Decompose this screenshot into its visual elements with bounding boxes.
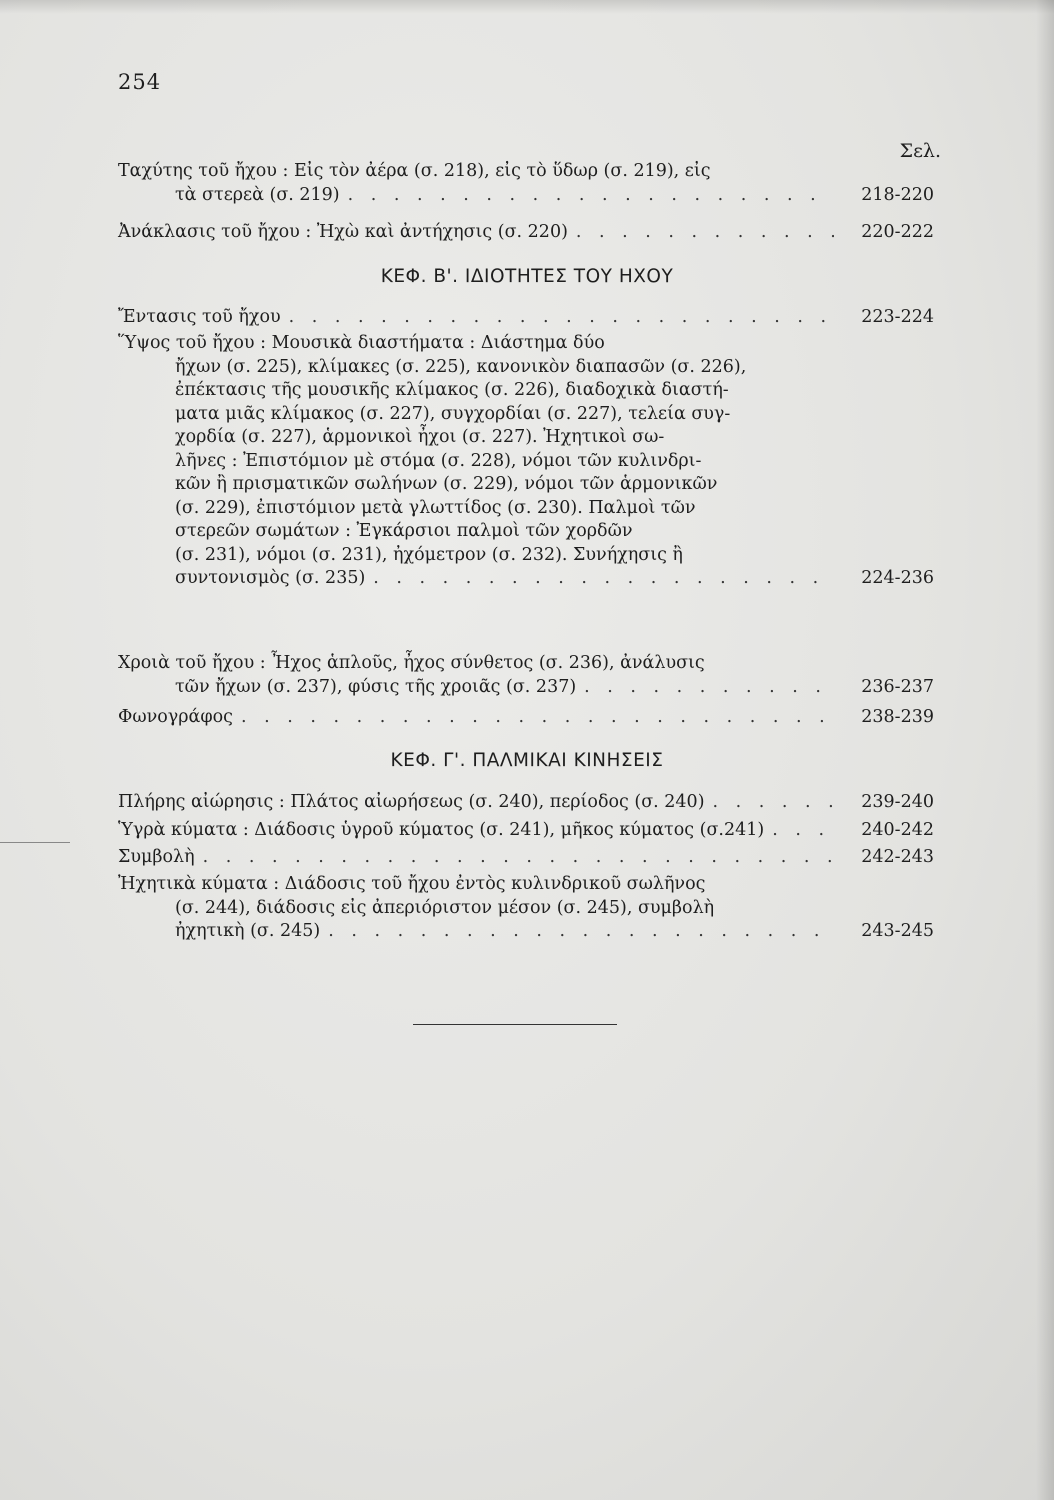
toc-page-range: 220-222: [861, 222, 934, 242]
leader-dots: [576, 221, 834, 245]
toc-entry-line: [118, 497, 934, 521]
chapter-b-heading: ΚΕΦ. Β'. ΙΔΙΟΤΗΤΕΣ ΤΟΥ ΗΧΟΥ: [380, 266, 674, 287]
toc-entry-line: [118, 819, 934, 843]
toc-entry-line: [118, 473, 934, 497]
toc-entry-line: [118, 706, 934, 730]
leader-dots: [373, 567, 834, 591]
page-column-header: Σελ.: [899, 140, 941, 162]
toc-entry-full-oscillation: [118, 791, 934, 815]
toc-entry-text: (σ. 229), ἐπιστόμιον μετὰ γλωττίδος (σ. 230). Παλμοὶ τῶν: [175, 497, 696, 518]
scan-edge-mark: [0, 842, 70, 843]
leader-dots: [328, 920, 834, 944]
toc-entry-line: [118, 873, 934, 897]
toc-entry-pitch: [118, 332, 934, 591]
toc-page-range: 242-243: [861, 847, 934, 867]
leader-dots: [289, 306, 834, 330]
toc-entry-line: [118, 450, 934, 474]
toc-entry-text: Ἔντασις τοῦ ἤχου: [118, 307, 281, 327]
toc-entry-text: Ἀνάκλασις τοῦ ἤχου : Ἠχὼ καὶ ἀντήχησις (σ. 220): [118, 222, 568, 242]
toc-entry-line: [118, 379, 934, 403]
toc-entry-timbre: [118, 652, 934, 699]
toc-entry-text: λῆνες : Ἐπιστόμιον μὲ στόμα (σ. 228), νόμοι τῶν κυλινδρι-: [175, 450, 702, 471]
toc-entry-text: (σ. 231), νόμοι (σ. 231), ἠχόμετρον (σ. 232). Συνήχησις ἢ: [175, 544, 683, 565]
toc-entry-text: τῶν ἤχων (σ. 237), φύσις τῆς χροιᾶς (σ. 237): [175, 676, 577, 697]
toc-entry-line: [118, 846, 934, 870]
toc-entry-intensity: [118, 306, 934, 330]
scan-shadow-top: [0, 0, 1054, 14]
toc-page-range: 224-236: [861, 568, 934, 588]
toc-page-range: 238-239: [861, 707, 934, 727]
toc-entry-text: στερεῶν σωμάτων : Ἐγκάρσιοι παλμοὶ τῶν χορδῶν: [175, 521, 633, 541]
toc-entry-text: Ἠχητικὰ κύματα : Διάδοσις τοῦ ἤχου ἐντὸς κυλινδρικοῦ σωλῆνος: [118, 874, 706, 894]
toc-entry-line: [118, 403, 934, 427]
toc-entry-line: [118, 221, 934, 245]
chapter-c-heading: ΚΕΦ. Γ'. ΠΑΛΜΙΚΑΙ ΚΙΝΗΣΕΙΣ: [390, 750, 664, 771]
toc-page-range: 236-237: [861, 676, 934, 697]
toc-entry-line: [118, 544, 934, 568]
toc-entry-interference: [118, 846, 934, 870]
toc-entry-liquid-waves: [118, 819, 934, 843]
toc-entry-line: [118, 676, 934, 700]
toc-entry-text: Ταχύτης τοῦ ἤχου : Εἰς τὸν ἀέρα (σ. 218), εἰς τὸ ὕδωρ (σ. 219), εἰς: [118, 161, 711, 181]
leader-dots: [241, 706, 834, 730]
toc-entry-phonograph: [118, 706, 934, 730]
toc-entry-text: χορδία (σ. 227), ἁρμονικοὶ ἦχοι (σ. 227). Ἠχητικοὶ σω-: [175, 427, 665, 447]
leader-dots: [772, 819, 834, 843]
toc-entry-line: [118, 356, 934, 380]
toc-page-range: 239-240: [861, 792, 934, 812]
toc-entry-text: ματα μιᾶς κλίμακος (σ. 227), συγχορδίαι (σ. 227), τελεία συγ-: [175, 403, 731, 424]
toc-entry-line: [118, 332, 934, 356]
toc-entry-line: [118, 520, 934, 544]
toc-entry-line: [118, 184, 934, 208]
toc-entry-text: Πλήρης αἰώρησις : Πλάτος αἰωρήσεως (σ. 240), περίοδος (σ. 240): [118, 792, 705, 812]
toc-entry-text: Συμβολὴ: [118, 847, 195, 867]
page-number: 254: [118, 70, 162, 94]
toc-entry-line: [118, 920, 934, 944]
toc-entry-line: [118, 160, 934, 184]
toc-page-range: 240-242: [861, 820, 934, 840]
toc-entry-text: ἤχων (σ. 225), κλίμακες (σ. 225), κανονικὸν διαπασῶν (σ. 226),: [175, 356, 747, 377]
toc-page-range: 243-245: [861, 921, 934, 941]
toc-entry-line: [118, 426, 934, 450]
toc-entry-sound-speed: [118, 160, 934, 207]
toc-entry-sound-waves: [118, 873, 934, 944]
toc-entry-text: Ὑγρὰ κύματα : Διάδοσις ὑγροῦ κύματος (σ. 241), μῆκος κύματος (σ.241): [118, 820, 765, 840]
leader-dots: [348, 184, 834, 208]
toc-page-range: 218-220: [861, 184, 934, 205]
toc-entry-line: [118, 652, 934, 676]
toc-entry-text: τὰ στερεὰ (σ. 219): [175, 184, 340, 205]
toc-entry-text: ἠχητικὴ (σ. 245): [175, 921, 321, 941]
toc-entry-text: συντονισμὸς (σ. 235): [175, 568, 366, 588]
leader-dots: [713, 791, 834, 815]
toc-entry-reflection: [118, 221, 934, 245]
toc-entry-text: Χροιὰ τοῦ ἤχου : Ἦχος ἁπλοῦς, ἦχος σύνθετος (σ. 236), ἀνάλυσις: [118, 653, 705, 673]
toc-entry-text: Φωνογράφος: [118, 707, 233, 727]
toc-entry-text: (σ. 244), διάδοσις εἰς ἀπεριόριστον μέσον (σ. 245), συμβολὴ: [175, 897, 715, 918]
toc-entry-text: ἐπέκτασις τῆς μουσικῆς κλίμακος (σ. 226), διαδοχικὰ διαστή-: [175, 380, 729, 400]
leader-dots: [584, 676, 834, 700]
toc-entry-text: κῶν ἢ πρισματικῶν σωλήνων (σ. 229), νόμοι τῶν ἁρμονικῶν: [175, 474, 718, 494]
toc-entry-text: Ὕψος τοῦ ἤχου : Μουσικὰ διαστήματα : Διάστημα δύο: [118, 333, 605, 353]
leader-dots: [203, 846, 834, 870]
end-rule: [413, 1024, 617, 1025]
toc-entry-line: [118, 897, 934, 921]
toc-page-range: 223-224: [861, 307, 934, 327]
toc-entry-line: [118, 791, 934, 815]
toc-entry-line: [118, 567, 934, 591]
toc-entry-line: [118, 306, 934, 330]
